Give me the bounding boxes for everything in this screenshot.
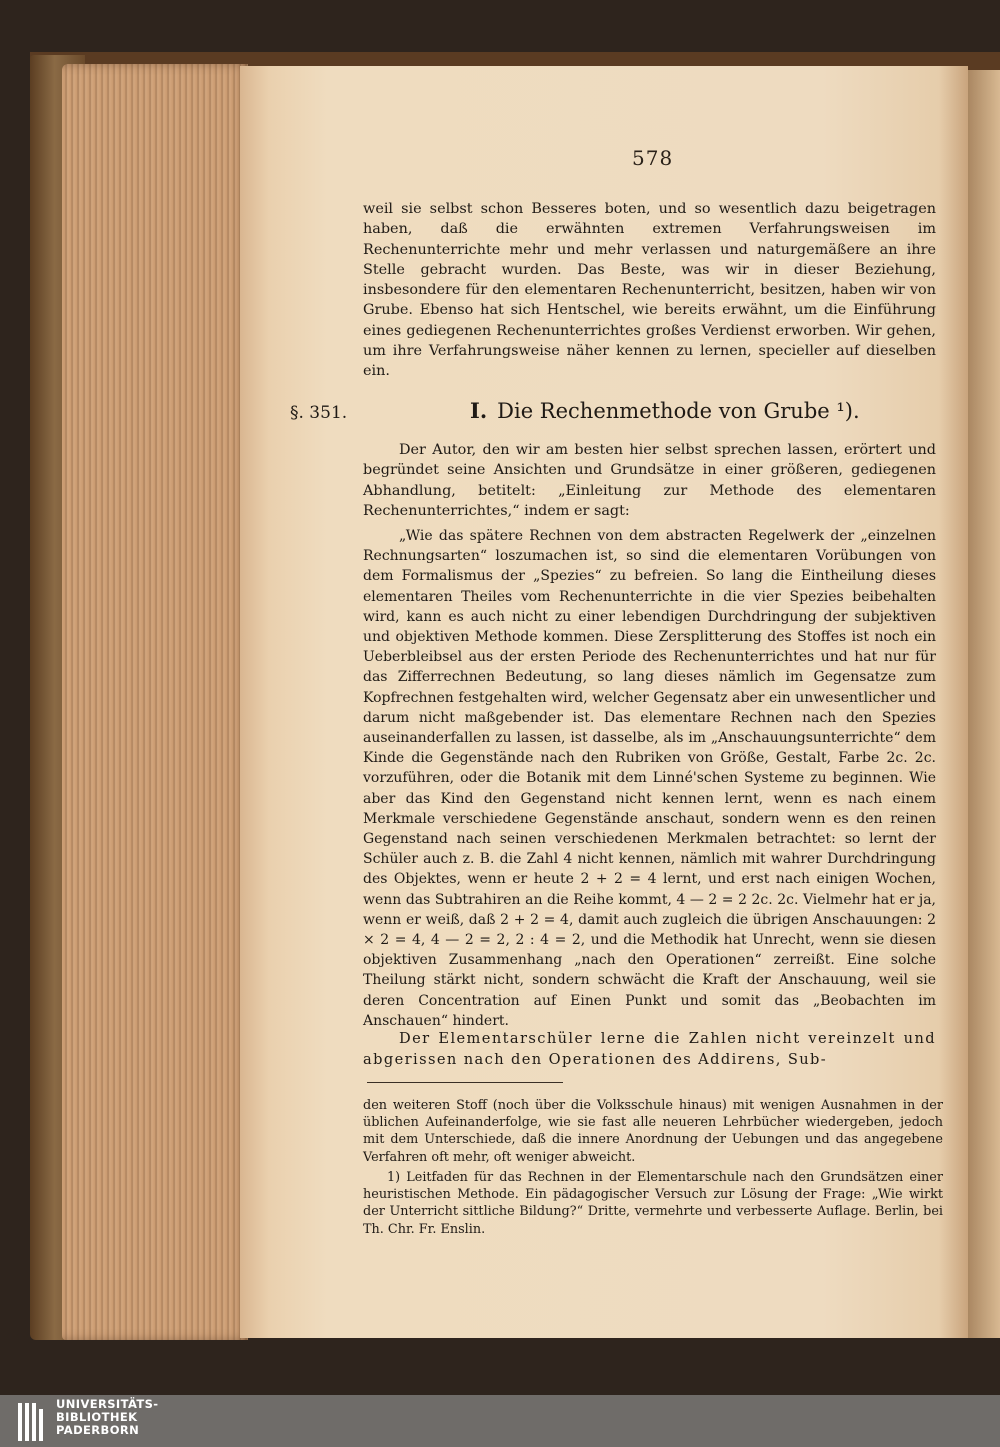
- paragraph-elementary: Der Elementarschüler lerne die Zahlen nicht vereinzelt und abgerissen nach den Operationen des Addirens, Sub-: [363, 1030, 936, 1068]
- footnote-divider: [367, 1082, 563, 1083]
- page-number: 578: [632, 146, 674, 170]
- paragraph-quote: „Wie das spätere Rechnen von dem abstracten Regelwerk der „einzelnen Rechnungsarten“ loszumachen ist, so sind die elementaren Vorübungen von dem Formalismus der „Spezies“ zu befreien. So lang die Eintheilung dieses elementaren Theiles vom Rechenunterrichte in die vier Spezies beibehalten wird, kann es auch nicht zu einer lebendigen Durchdringung der subjektiven und objektiven Methode kommen. Diese Zersplitterung des Stoffes ist noch ein Ueberbleibsel aus der ersten Periode des Rechenunterrichtes und hat nur für das Zifferrechnen Bedeutung, so lang dieses nämlich im Gegensatze zum Kopfrechnen festgehalten wird, welcher Gegensatz aber ein unwesentlicher und darum nicht maßgebender ist. Das elementare Rechnen nach den Spezies auseinanderfallen zu lassen, ist dasselbe, als im „Anschauungsunterrichte“ dem Kinde die Gegenstände nach den Rubriken von Größe, Gestalt, Farbe 2c. 2c. vorzuführen, oder die Botanik mit dem Linné'schen Systeme zu beginnen. Wie aber das Kind den Gegenstand nicht kennen lernt, wenn es nach einem Merkmale verschiedene Gegenstände anschaut, sondern wenn es den reinen Gegenstand nach seinen verschiedenen Merkmalen betrachtet: so lernt der Schüler auch z. B. die Zahl 4 nicht kennen, nämlich mit wahrer Durchdringung des Objektes, wenn er heute 2 + 2 = 4 lernt, und erst nach einigen Wochen, wenn das Subtrahiren an die Reihe kommt, 4 — 2 = 2 2c. 2c. Vielmehr hat er ja, wenn er weiß, daß 2 + 2 = 4, damit auch zugleich die übrigen Anschauungen: 2 × 2 = 4, 4 — 2 = 2, 2 : 4 = 2, und die Methodik hat Unrecht, wenn sie diesen objektiven Zusammenhang „nach den Operationen“ zerreißt. Eine solche Theilung stärkt nicht, sondern schwächt die Kraft der Anschauung, weil sie deren Concentration auf Einen Punkt und somit das „Beobachten im Anschauen“ hindert.: [363, 528, 936, 1029]
- library-name-line1: UNIVERSITÄTS-: [56, 1397, 159, 1411]
- paragraph-intro: weil sie selbst schon Besseres boten, und so wesentlich dazu beigetragen haben, daß die erwähnten extremen Verfahrungsweisen im Rechenunterrichte mehr und mehr verlassen und naturgemäßere an ihre Stelle gebracht wurden. Das Beste, was wir in dieser Beziehung, insbesondere für den elementaren Rechenunterricht, besitzen, haben wir von Grube. Ebenso hat sich Hentschel, wie bereits erwähnt, um die Einführung eines gediegenen Rechenunterrichtes großes Verdienst erworben. Wir gehen, um ihre Verfahrungsweise näher kennen zu lernen, specieller auf dieselben ein.: [363, 201, 936, 380]
- footnote-1: 1) Leitfaden für das Rechnen in der Elementarschule nach den Grundsätzen einer heuristischen Methode. Ein pädagogischer Versuch zur Lösung der Frage: „Wie wirkt der Unterricht sittliche Bildung?“ Dritte, vermehrte und verbesserte Auflage. Berlin, bei Th. Chr. Fr. Enslin.: [363, 1170, 943, 1237]
- paragraph-author: Der Autor, den wir am besten hier selbst sprechen lassen, erörtert und begründet seine Ansichten und Grundsätze in einer größeren, gediegenen Abhandlung, betitelt: „Einleitung zur Methode des elementaren Rechenunterrichtes,“ indem er sagt:: [363, 442, 936, 519]
- facing-page-edge: [966, 70, 1000, 1338]
- section-heading: [470, 398, 860, 423]
- library-name: [56, 1398, 158, 1437]
- library-logo-icon: [16, 1401, 50, 1443]
- section-roman-numeral: I.: [470, 398, 488, 423]
- section-title: Die Rechenmethode von Grube ¹).: [497, 399, 860, 423]
- library-name-line2: BIBLIOTHEK: [56, 1410, 138, 1424]
- footnote-continued: den weiteren Stoff (noch über die Volksschule hinaus) mit wenigen Ausnahmen in der üblichen Aufeinanderfolge, wie sie fast alle neueren Lehrbücher wiedergeben, jedoch mit dem Unterschiede, daß die innere Anordnung der Uebungen und das angegebene Verfahren oft mehr, oft weniger abweicht.: [363, 1098, 943, 1165]
- section-number: §. 351.: [290, 403, 348, 423]
- page-edges-stack: [62, 64, 248, 1340]
- library-name-line3: PADERBORN: [56, 1423, 140, 1437]
